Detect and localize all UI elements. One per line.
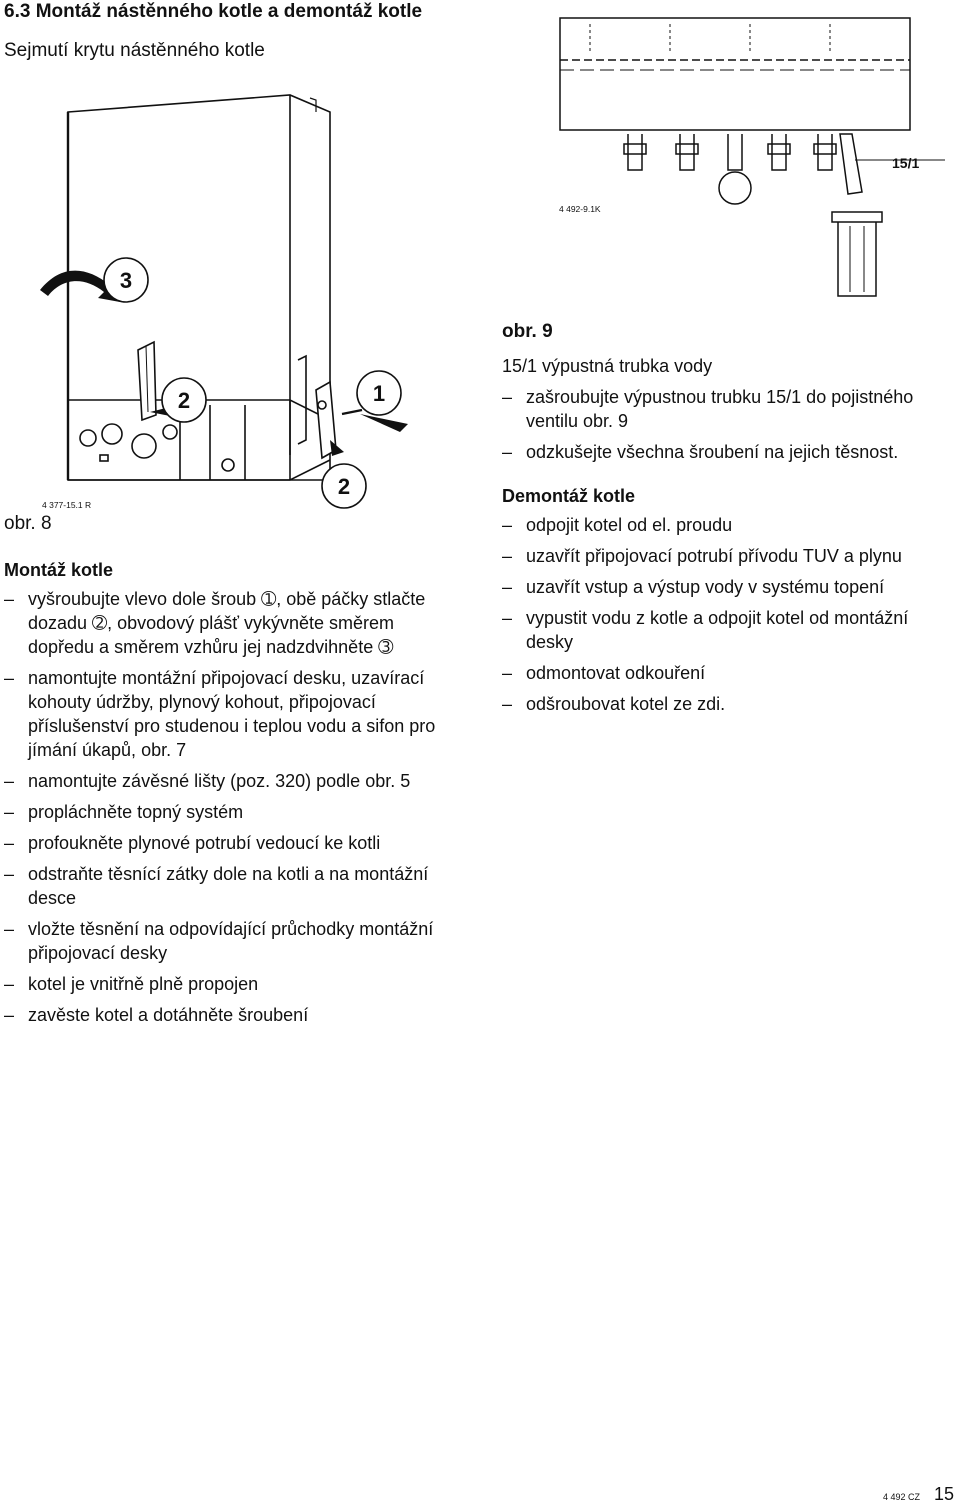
section-title: 6.3 Montáž nástěnného kotle a demontáž kotle (4, 1, 423, 22)
page-number: 15 (934, 1484, 955, 1504)
list-item: – propláchněte topný systém (4, 800, 459, 824)
figure-9-code: 4 492-9.1K (559, 204, 601, 214)
right-list-1 (502, 385, 957, 471)
callout-3: 3 (119, 268, 133, 293)
list-item: – odpojit kotel od el. proudu (502, 513, 957, 537)
list-item: – namontujte závěsné lišty (poz. 320) podle obr. 5 (4, 769, 459, 793)
figure-9-caption: obr. 9 (502, 321, 553, 342)
callout-2a: 2 (177, 388, 191, 413)
callout-2b: 2 (337, 474, 351, 499)
callout-1: 1 (372, 381, 386, 406)
list-item: – zavěste kotel a dotáhněte šroubení (4, 1003, 459, 1027)
footer-doc-code: 4 492 CZ (883, 1492, 921, 1502)
list-item: – kotel je vnitřně plně propojen (4, 972, 459, 996)
figure-8-boiler-illustration (0, 60, 470, 530)
list-item: – uzavřít připojovací potrubí přívodu TUV a plynu (502, 544, 957, 568)
figure-8-caption: obr. 8 (4, 513, 52, 534)
list-item: – uzavřít vstup a výstup vody v systému topení (502, 575, 957, 599)
figure-9-callout: 15/1 (892, 155, 920, 171)
list-item: – odzkušejte všechna šroubení na jejich těsnost. (502, 440, 957, 464)
list-item: – odšroubovat kotel ze zdi. (502, 692, 957, 716)
list-item: – odstraňte těsnící zátky dole na kotli a na montážní desce (4, 862, 459, 910)
figure-9-drain-pipe-illustration (550, 10, 960, 310)
list-item: – vypustit vodu z kotle a odpojit kotel od montážní desky (502, 606, 957, 654)
legend-drain-pipe: 15/1 výpustná trubka vody (502, 356, 713, 376)
left-list (4, 587, 459, 1034)
list-item: – namontujte montážní připojovací desku, uzavírací kohouty údržby, plynový kohout, připojovací příslušenství pro studenou i teplou vodu a sifon pro jímání úkapů, obr. 7 (4, 666, 459, 762)
list-item: – odmontovat odkouření (502, 661, 957, 685)
subsection-title: Sejmutí krytu nástěnného kotle (4, 40, 265, 61)
list-item: – vložte těsnění na odpovídající průchodky montážní připojovací desky (4, 917, 459, 965)
heading-montaz: Montáž kotle (4, 560, 114, 580)
figure-8-code: 4 377-15.1 R (42, 500, 92, 510)
list-item: – vyšroubujte vlevo dole šroub ➀, obě páčky stlačte dozadu ➁, obvodový plášť vykývněte směrem dopředu a směrem vzhůru jej nadzdvihněte ➂ (4, 587, 459, 659)
list-item: – profoukněte plynové potrubí vedoucí ke kotli (4, 831, 459, 855)
right-list-2 (502, 513, 957, 723)
list-item: – zašroubujte výpustnou trubku 15/1 do pojistného ventilu obr. 9 (502, 385, 957, 433)
heading-demontaz: Demontáž kotle (502, 486, 636, 506)
